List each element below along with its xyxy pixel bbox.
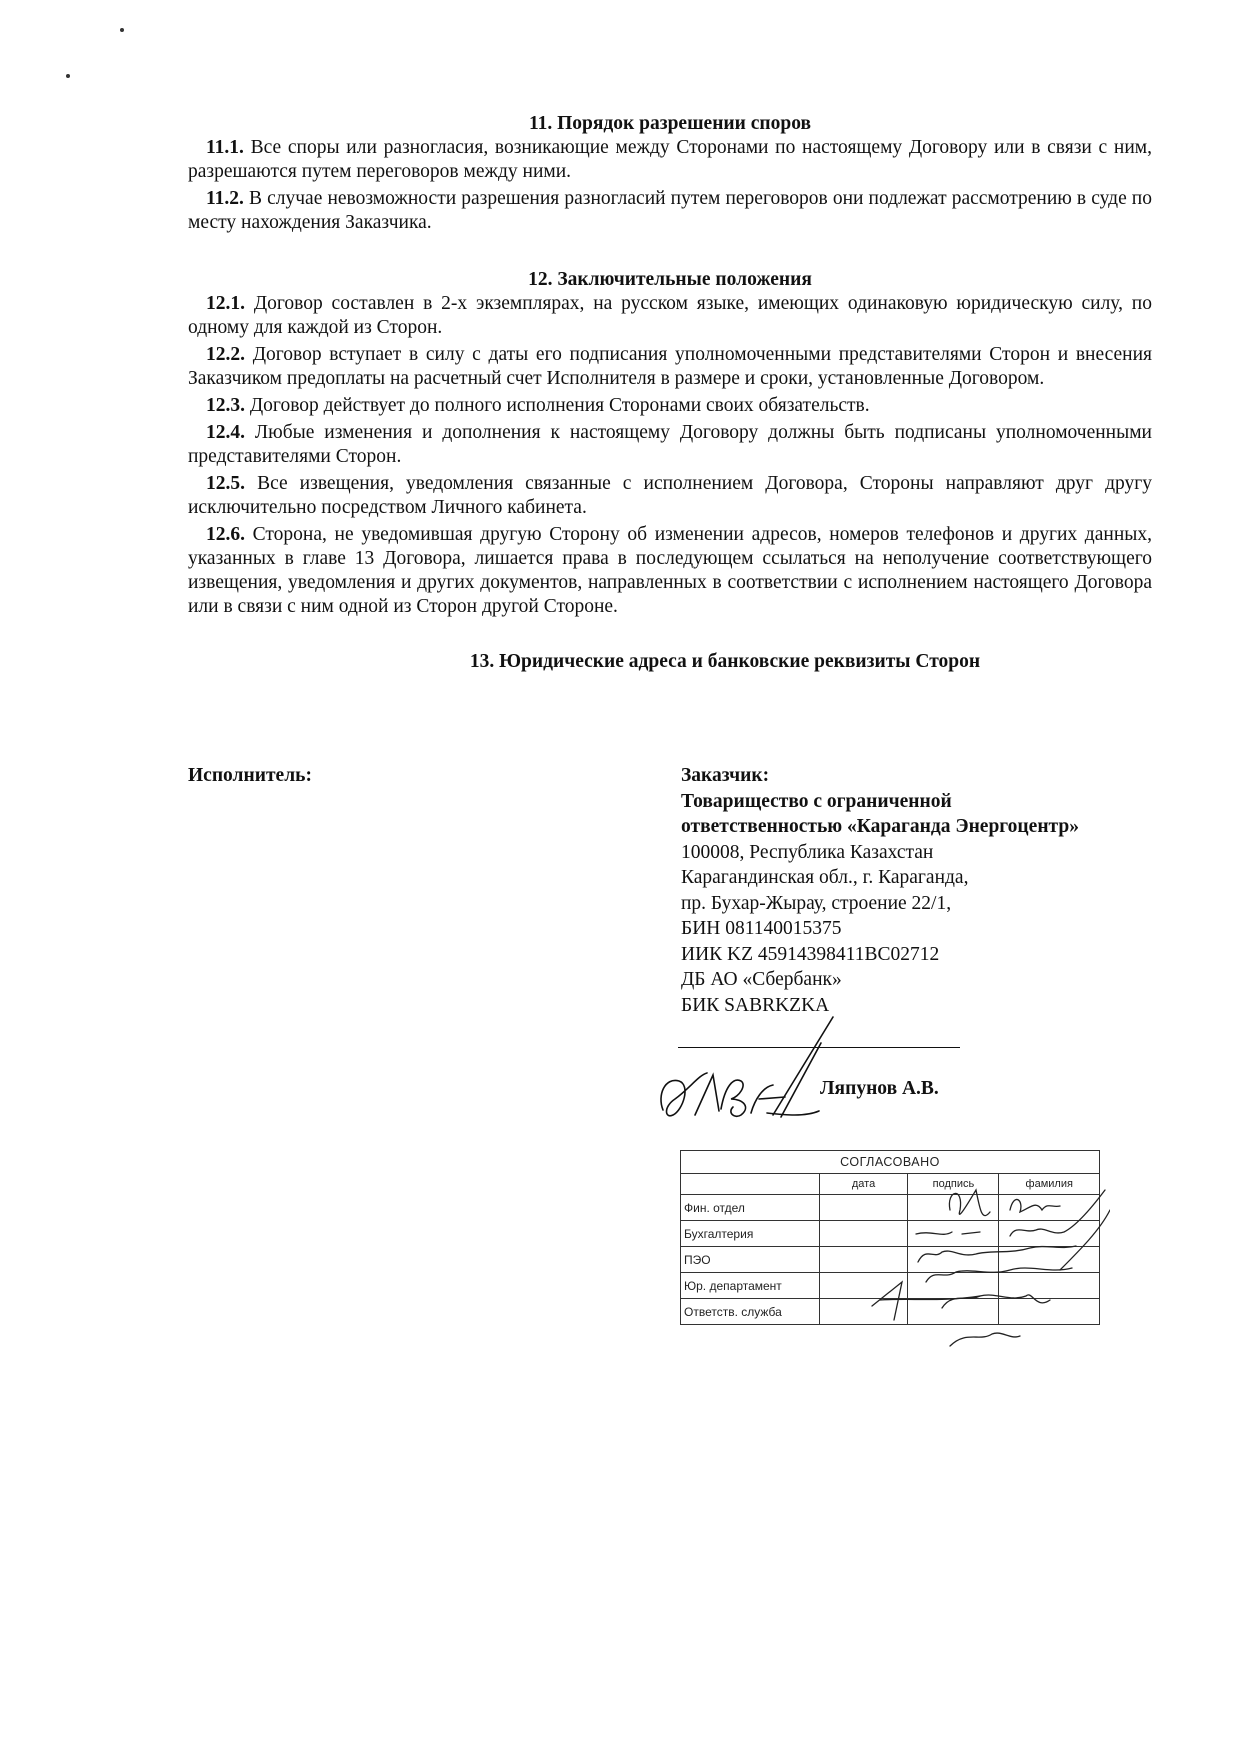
approval-col-date: дата [819,1174,908,1195]
clause-12-6 [188,523,1152,619]
clause-text: В случае невозможности разрешения разногласий путем переговоров они подлежат рассмотрению в суде по месту нахождения Заказчика. [188,188,1152,233]
approval-col-dept [681,1174,820,1195]
approval-cell [908,1247,999,1273]
scan-speck [66,74,70,78]
approval-header-row [681,1174,1100,1195]
section-spacer [188,622,1152,650]
customer-name-line: ответственностью «Караганда Энергоцентр» [681,816,1079,837]
section-12-heading: 12. Заключительные положения [528,269,812,290]
executor-label: Исполнитель: [188,765,312,786]
clause-text: Любые изменения и дополнения к настоящему Договору должны быть подписаны уполномоченными представителями Сторон. [188,422,1152,467]
clause-12-2 [188,343,1152,391]
approval-cell [819,1247,908,1273]
clause-text: Все извещения, уведомления связанные с исполнением Договора, Стороны направляют друг другу исключительно посредством Личного кабинета. [188,473,1152,518]
address-line: 100008, Республика Казахстан [681,841,934,863]
clause-text: Договор действует до полного исполнения Сторонами своих обязательств. [245,395,870,416]
clause-number: 12.4. [206,422,245,443]
clause-text: Сторона, не уведомившая другую Сторону об изменении адресов, номеров телефонов и других данных, указанных в главе 13 Договора, лишается права в последующем ссылаться на неполучение соответствующего извещения, уведомления и других документов, направленных в соответствии с исполнением настоящего Договора или в связи с ним одной из Сторон другой Стороне. [188,524,1152,617]
clause-12-5 [188,472,1152,520]
approval-cell [819,1299,908,1325]
scan-speck [120,28,124,32]
clause-number: 12.5. [206,473,245,494]
approval-cell [999,1247,1100,1273]
section-spacer [188,238,1152,268]
clause-number: 12.3. [206,395,245,416]
approval-cell [908,1221,999,1247]
clause-number: 12.1. [206,293,245,314]
clause-11-2 [188,187,1152,235]
contract-body [188,112,1152,674]
approval-col-signature: подпись [908,1174,999,1195]
bank-line: ДБ АО «Сбербанк» [681,969,842,990]
bik-line: БИК SABRKZKA [681,994,830,1016]
approval-cell [908,1273,999,1299]
approval-row [681,1273,1100,1299]
approval-cell [819,1273,908,1299]
approval-dept: Бухгалтерия [681,1221,820,1247]
approval-cell [908,1299,999,1325]
section-13-heading: 13. Юридические адреса и банковские реквизиты Сторон [469,651,981,672]
approval-dept: Ответств. служба [681,1299,820,1325]
approval-dept: ПЭО [681,1247,820,1273]
approval-cell [999,1299,1100,1325]
clause-number: 11.1. [206,137,244,158]
customer-label: Заказчик: [681,765,770,786]
customer-name-line: Товарищество с ограниченной [681,790,952,812]
address-line: пр. Бухар-Жырау, строение 22/1, [681,892,952,914]
bin-line: БИН 081140015375 [681,918,842,939]
approval-dept: Фин. отдел [681,1195,820,1221]
clause-text: Договор составлен в 2-х экземплярах, на русском языке, имеющих одинаковую юридическую силу, по одному для каждой из Сторон. [188,293,1152,338]
handwritten-signature [655,1015,855,1135]
approval-cell [908,1195,999,1221]
clause-number: 11.2. [206,188,244,209]
approval-table [680,1150,1100,1325]
approval-cell [999,1221,1100,1247]
clause-12-1 [188,292,1152,340]
approval-row [681,1221,1100,1247]
approval-col-surname: фамилия [999,1174,1100,1195]
clause-12-4 [188,421,1152,469]
approval-stamp [680,1150,1110,1380]
iik-line: ИИК KZ 45914398411BC02712 [681,943,940,965]
approval-row [681,1247,1100,1273]
clause-11-1 [188,136,1152,184]
approval-dept: Юр. департамент [681,1273,820,1299]
address-line: Карагандинская обл., г. Караганда, [681,867,969,888]
approval-cell [819,1195,908,1221]
section-11-heading: 11. Порядок разрешении споров [528,113,812,134]
clause-number: 12.6. [206,524,245,545]
signer-name: Ляпунов А.В. [820,1078,939,1099]
approval-cell [819,1221,908,1247]
approval-title-row [681,1151,1100,1174]
approval-row [681,1299,1100,1325]
customer-block [681,763,1151,1018]
approval-row [681,1195,1100,1221]
approval-cell [999,1273,1100,1299]
clause-text: Договор вступает в силу с даты его подписания уполномоченными представителями Сторон и внесения Заказчиком предоплаты на расчетный счет Исполнителя в размере и сроки, установленные Договором. [188,344,1152,389]
clause-text: Все споры или разногласия, возникающие между Сторонами по настоящему Договору или в связи с ним, разрешаются путем переговоров между ними. [188,137,1152,182]
clause-number: 12.2. [206,344,245,365]
approval-cell [999,1195,1100,1221]
approval-title: СОГЛАСОВАНО [681,1151,1100,1174]
clause-12-3 [188,394,1152,418]
